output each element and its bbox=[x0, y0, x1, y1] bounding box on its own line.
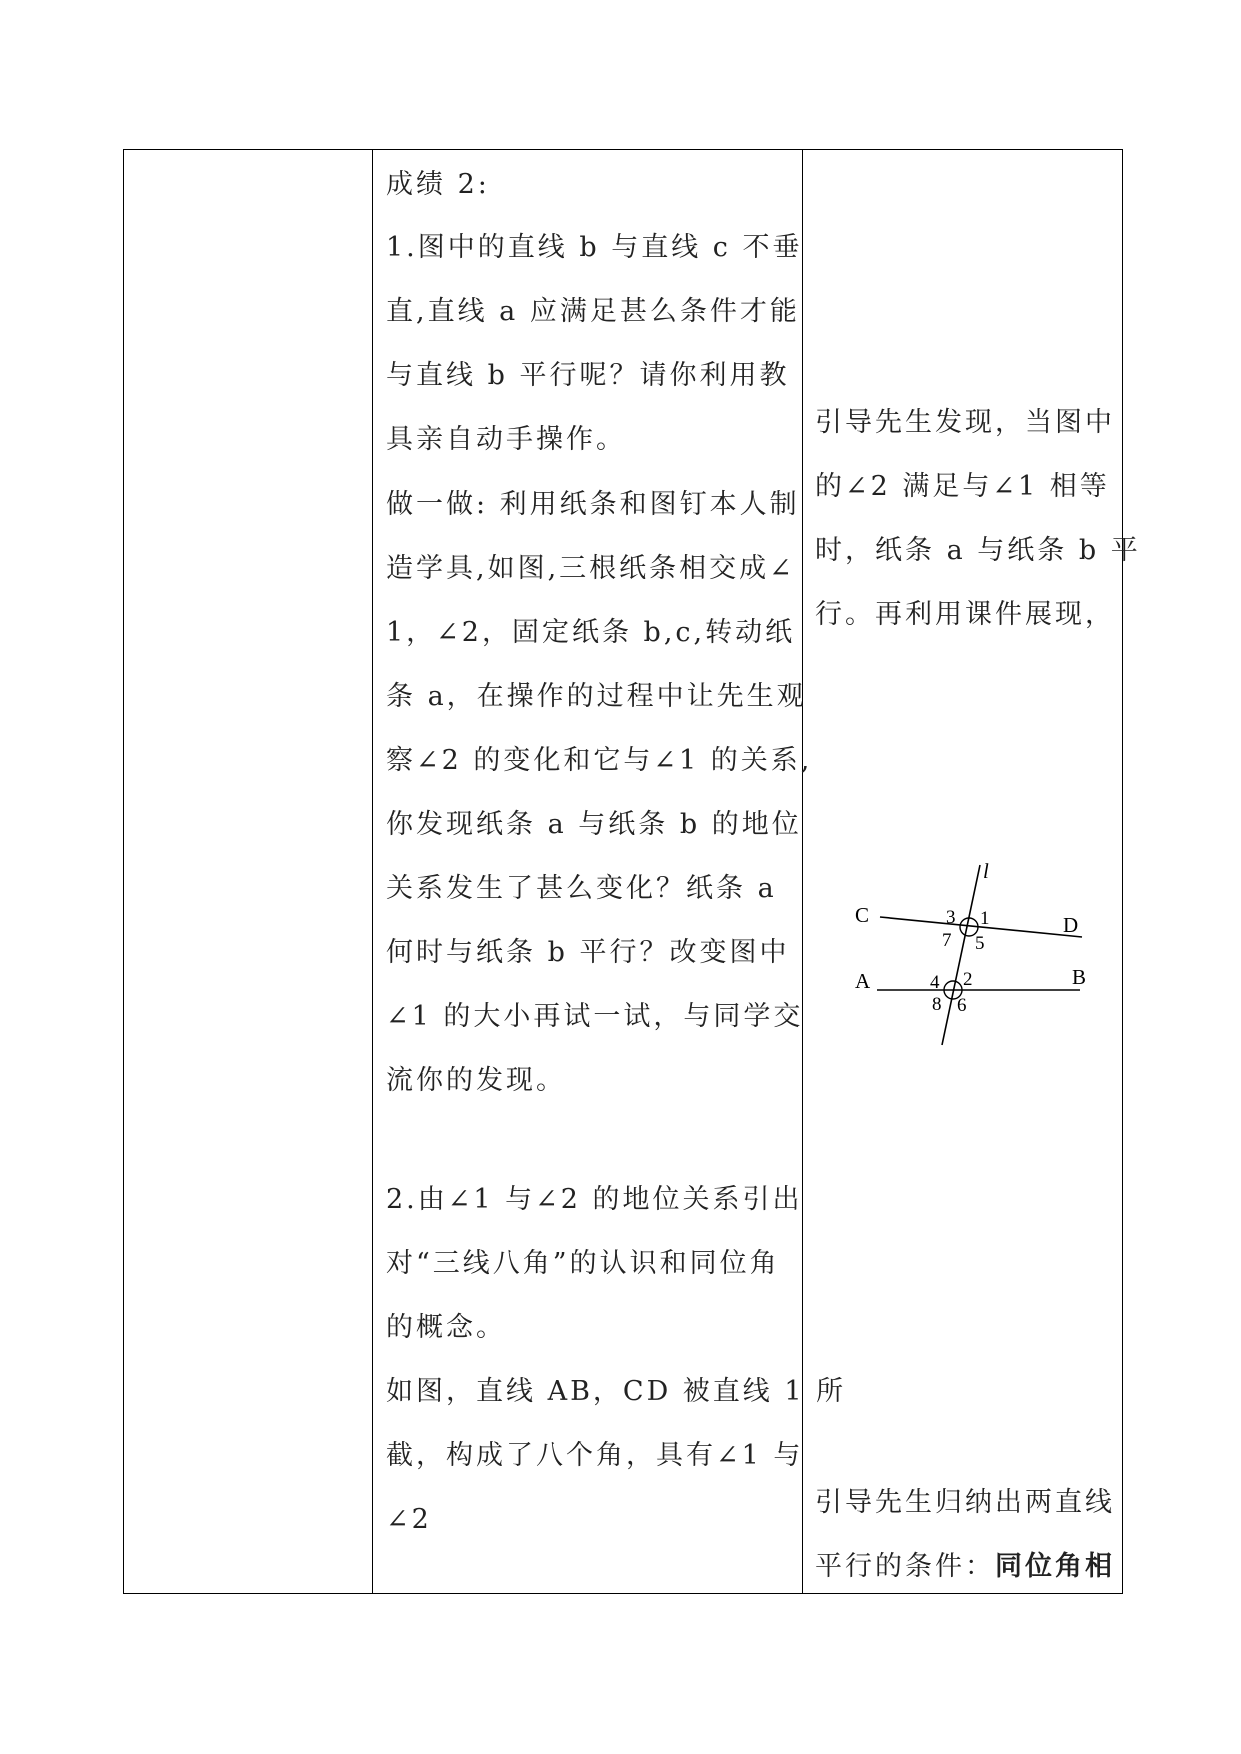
text-bold: 同位角相 bbox=[995, 1551, 1115, 1582]
angle-4: 4 bbox=[930, 972, 940, 993]
text-line: 你发现纸条 a 与纸条 b 的地位 bbox=[386, 809, 802, 840]
text-line: 对“三线八角”的认识和同位角 bbox=[386, 1248, 780, 1279]
text-line: 流你的发现。 bbox=[386, 1065, 566, 1096]
angle-6: 6 bbox=[957, 995, 967, 1016]
label-d: D bbox=[1063, 913, 1079, 937]
text-line: 直,直线 a 应满足甚么条件才能 bbox=[386, 296, 800, 327]
text-line: 条 a，在操作的过程中让先生观 bbox=[386, 681, 807, 712]
text-line: 具亲自动手操作。 bbox=[386, 424, 626, 455]
label-b: B bbox=[1072, 965, 1087, 989]
text-line: 关系发生了甚么变化？纸条 a bbox=[386, 873, 777, 904]
text-line: ∠2 bbox=[386, 1504, 432, 1535]
text-line: 2.由∠1 与∠2 的地位关系引出 bbox=[386, 1184, 803, 1215]
text-line: ∠1 的大小再试一试，与同学交 bbox=[386, 1001, 804, 1032]
label-a: A bbox=[855, 969, 871, 993]
text-line: 行。再利用课件展现， bbox=[815, 599, 1115, 630]
angle-1: 1 bbox=[980, 908, 990, 929]
three-lines-figure bbox=[850, 860, 1120, 1060]
column-divider bbox=[372, 150, 373, 1593]
text-line: 1.图中的直线 b 与直线 c 不垂 bbox=[386, 232, 803, 263]
label-c: C bbox=[855, 903, 870, 927]
transversal-line bbox=[942, 865, 980, 1045]
text-line: 时，纸条 a 与纸条 b 平 bbox=[815, 535, 1141, 566]
text-line: 引导先生发现，当图中 bbox=[815, 407, 1115, 438]
text-line: 的概念。 bbox=[386, 1312, 506, 1343]
text-line: 做一做: 利用纸条和图钉本人制 bbox=[386, 489, 800, 520]
angle-3: 3 bbox=[946, 907, 956, 928]
text-normal: 平行的条件： bbox=[815, 1551, 995, 1582]
text-line: 1，∠2，固定纸条 b,c,转动纸 bbox=[386, 617, 796, 648]
section-heading: 成绩 2: bbox=[386, 169, 490, 200]
text-line: 的∠2 满足与∠1 相等 bbox=[815, 471, 1110, 502]
text-line: 察∠2 的变化和它与∠1 的关系, bbox=[386, 745, 813, 776]
angle-2: 2 bbox=[963, 969, 973, 990]
text-line: 与直线 b 平行呢？请你利用教 bbox=[386, 360, 790, 391]
angle-5: 5 bbox=[975, 933, 985, 954]
text-line: 截，构成了八个角，具有∠1 与 bbox=[386, 1440, 804, 1471]
text-line bbox=[815, 1552, 1115, 1582]
text-line: 引导先生归纳出两直线 bbox=[815, 1487, 1115, 1518]
text-line: 造学具,如图,三根纸条相交成∠ bbox=[386, 553, 795, 584]
text-line: 何时与纸条 b 平行？改变图中 bbox=[386, 937, 790, 968]
angle-7: 7 bbox=[942, 930, 952, 951]
label-l: l bbox=[983, 860, 989, 883]
text-line: 如图，直线 AB，CD 被直线 1 所 bbox=[386, 1376, 847, 1407]
angle-8: 8 bbox=[932, 994, 942, 1015]
